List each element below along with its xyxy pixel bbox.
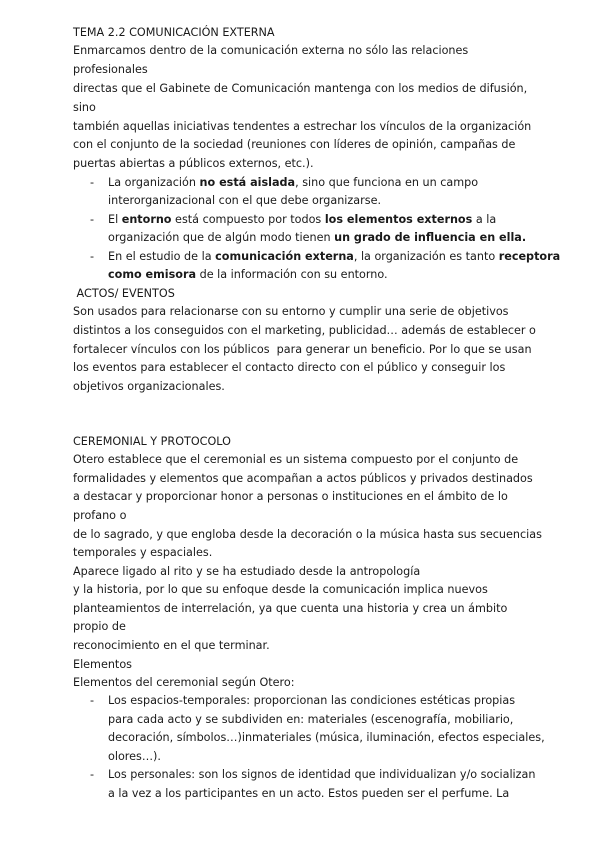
paragraph-line: objetivos organizacionales. [73, 380, 225, 393]
bullet-line: organización que de algún modo tienen un grado de influencia en ella. [108, 231, 527, 244]
paragraph-line: reconocimiento en el que terminar. [73, 639, 270, 652]
paragraph-line: propio de [73, 620, 126, 633]
paragraph-line: de lo sagrado, y que engloba desde la decoración o la música hasta sus secuencias [73, 528, 542, 541]
paragraph-line: formalidades y elementos que acompañan a actos públicos y privados destinados [73, 472, 533, 485]
bullet-dash: - [90, 176, 95, 189]
paragraph-line: planteamientos de interrelación, ya que cuenta una historia y crea un ámbito [73, 602, 508, 615]
bullet-dash: - [90, 213, 95, 226]
bullet-line: como emisora de la información con su entorno. [108, 268, 388, 281]
paragraph-line: y la historia, por lo que su enfoque desde la comunicación implica nuevos [73, 583, 488, 596]
paragraph-line: Elementos del ceremonial según Otero: [73, 676, 295, 689]
bullet-line: La organización no está aislada, sino que funciona en un campo [108, 176, 479, 189]
section-title: TEMA 2.2 COMUNICACIÓN EXTERNA [73, 26, 275, 39]
bullet-line: a la vez a los participantes en un acto. Estos pueden ser el perfume. La [108, 787, 510, 800]
paragraph-line: Son usados para relacionarse con su entorno y cumplir una serie de objetivos [73, 305, 509, 318]
paragraph-line: distintos a los conseguidos con el marketing, publicidad… además de establecer o [73, 324, 536, 337]
bullet-line: para cada acto y se subdividen en: materiales (escenografía, mobiliario, [108, 713, 514, 726]
paragraph-line: profano o [73, 509, 127, 522]
paragraph-line: puertas abiertas a públicos externos, etc.). [73, 157, 314, 170]
bullet-line: En el estudio de la comunicación externa, la organización es tanto receptora [108, 250, 561, 263]
bullet-dash: - [90, 768, 95, 781]
subheading: Elementos [73, 658, 132, 671]
paragraph-line: sino [73, 101, 96, 114]
paragraph-line: fortalecer vínculos con los públicos para generar un beneficio. Por lo que se usan [73, 343, 532, 356]
bullet-line: Los espacios-temporales: proporcionan las condiciones estéticas propias [108, 694, 516, 707]
bullet-dash: - [90, 250, 95, 263]
bullet-dash: - [90, 694, 95, 707]
paragraph-line: Aparece ligado al rito y se ha estudiado desde la antropología [73, 565, 421, 578]
bullet-line: interorganizacional con el que debe organizarse. [108, 194, 382, 207]
bullet-line: El entorno está compuesto por todos los elementos externos a la [108, 213, 497, 226]
bullet-line: olores…). [108, 750, 161, 763]
paragraph-line: también aquellas iniciativas tendentes a estrechar los vínculos de la organización [73, 120, 532, 133]
paragraph-line: Otero establece que el ceremonial es un sistema compuesto por el conjunto de [73, 453, 519, 466]
section-heading: ACTOS/ EVENTOS [73, 287, 175, 300]
paragraph-line: profesionales [73, 63, 148, 76]
paragraph-line: con el conjunto de la sociedad (reuniones con líderes de opinión, campañas de [73, 138, 516, 151]
bullet-line: decoración, símbolos…)inmateriales (música, iluminación, efectos especiales, [108, 731, 545, 744]
section-heading: CEREMONIAL Y PROTOCOLO [73, 435, 231, 448]
paragraph-line: a destacar y proporcionar honor a personas o instituciones en el ámbito de lo [73, 490, 508, 503]
paragraph-line: Enmarcamos dentro de la comunicación externa no sólo las relaciones [73, 44, 469, 57]
paragraph-line: directas que el Gabinete de Comunicación mantenga con los medios de difusión, [73, 82, 528, 95]
bullet-line: Los personales: son los signos de identidad que individualizan y/o socializan [108, 768, 536, 781]
paragraph-line: los eventos para establecer el contacto directo con el público y conseguir los [73, 361, 506, 374]
paragraph-line: temporales y espaciales. [73, 546, 213, 559]
